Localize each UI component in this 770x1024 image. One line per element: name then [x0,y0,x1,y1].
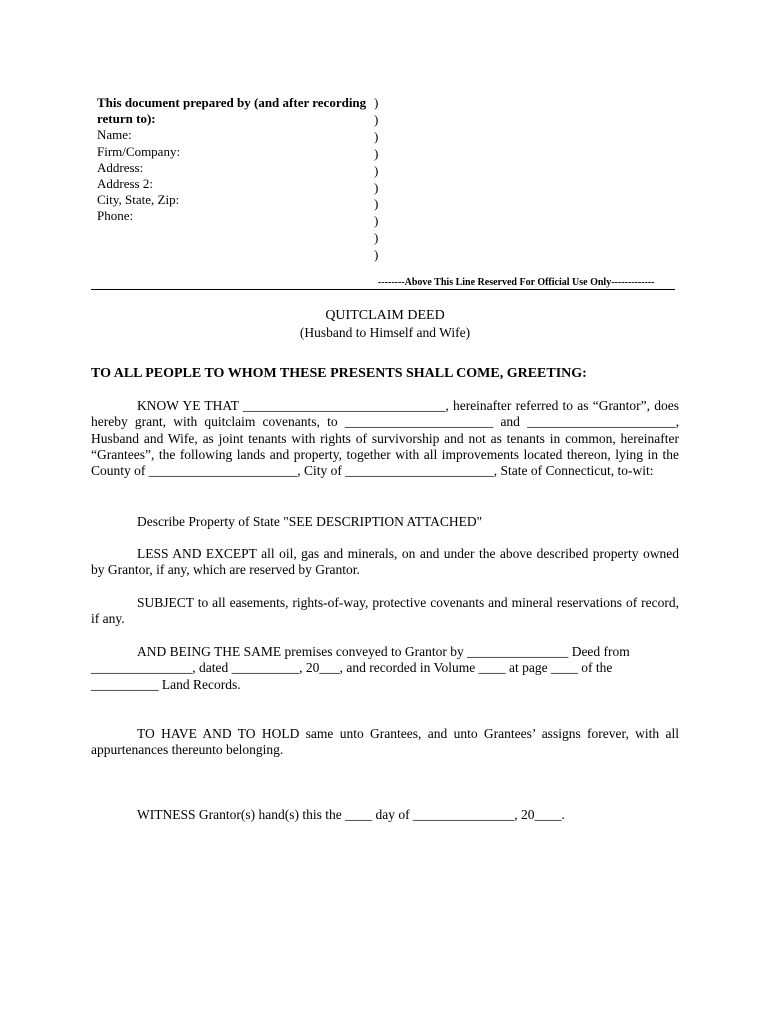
deed-title: QUITCLAIM DEED [325,308,445,323]
reserved-line-text: --------Above This Line Reserved For Official Use Only------------- [378,277,655,288]
less-and-except-paragraph: LESS AND EXCEPT all oil, gas and minerals, on and under the above described property owned by Grantor, if any, which are reserved by Grantor. [91,546,679,578]
being-same-line2: _______________, dated __________, 20___, and recorded in Volume ____ at page ____ of the [91,660,613,676]
field-address-label: Address: [97,159,144,175]
being-the-same-paragraph [91,644,679,693]
habendum-paragraph: TO HAVE AND TO HOLD same unto Grantees, and unto Grantees’ assigns forever, with all appurtenances thereunto belonging. [91,726,679,758]
witness-line: WITNESS Grantor(s) hand(s) this the ____ day of _______________, 20____. [137,807,565,822]
field-address2-label: Address 2: [97,176,153,192]
reserved-divider [91,289,675,290]
field-phone-label: Phone: [97,208,134,224]
field-city-label: City, State, Zip: [97,192,180,208]
deed-subtitle: (Husband to Himself and Wife) [299,325,471,340]
field-firm-label: Firm/Company: [97,143,181,159]
field-name-label: Name: [97,127,132,143]
being-same-line1: AND BEING THE SAME premises conveyed to Grantor by _______________ Deed from [137,644,630,659]
preparer-heading-line2: return to): [97,111,156,127]
preparer-block [97,95,372,225]
being-same-line3: __________ Land Records. [91,676,241,692]
property-description-line: Describe Property of State "SEE DESCRIPTION ATTACHED" [137,514,483,529]
paren-column: ) ) ) ) ) ) ) ) ) ) [374,95,379,263]
preparer-heading-line1: This document prepared by (and after recording [97,95,367,110]
know-ye-paragraph: KNOW YE THAT ______________________________, hereinafter referred to as “Grantor”, does hereby grant, with quitclaim covenants, to ______________________ and ______________________, Husband and Wife, as joint tenants with rights of survivorship and not as tenants in common, hereinafter “Grantees”, the following lands and property, together with all improvements located thereon, lying in the County of ______________________, City of ______________________, State of Connecticut, to-wit: [91,398,679,479]
subject-paragraph: SUBJECT to all easements, rights-of-way, protective covenants and mineral reservations of record, if any. [91,595,679,627]
greeting-heading: TO ALL PEOPLE TO WHOM THESE PRESENTS SHALL COME, GREETING: [91,366,587,381]
